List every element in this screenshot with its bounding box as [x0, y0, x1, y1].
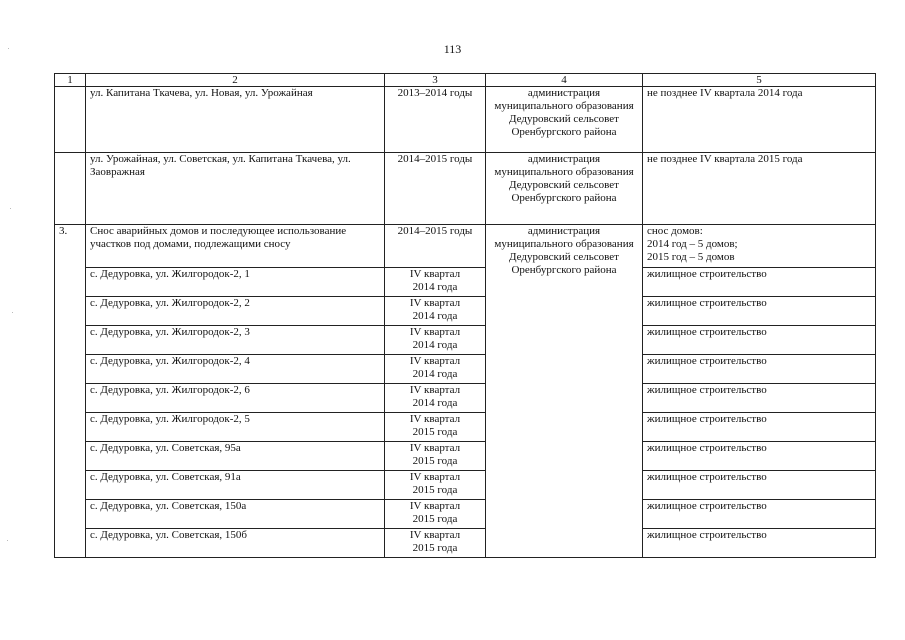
house-period [385, 500, 486, 529]
house-period [385, 442, 486, 471]
page-number: 113 [443, 42, 462, 56]
year: 2015 года [412, 484, 458, 496]
house-period [385, 326, 486, 355]
house-row [55, 384, 876, 413]
quarter: IV квартал [409, 268, 461, 280]
quarter: IV квартал [409, 413, 461, 425]
house-period [385, 471, 486, 500]
section-3-row [55, 225, 876, 268]
house-row [55, 413, 876, 442]
house-use: жилищное строительство [643, 384, 876, 413]
result-line: 2014 год – 5 домов; [647, 238, 738, 250]
address-cell: ул. Капитана Ткачева, ул. Новая, ул. Урожайная [86, 87, 385, 153]
year: 2014 года [412, 339, 458, 351]
quarter: IV квартал [409, 500, 461, 512]
house-period [385, 529, 486, 558]
house-use: жилищное строительство [643, 529, 876, 558]
house-use: жилищное строительство [643, 471, 876, 500]
house-address: с. Дедуровка, ул. Жилгородок-2, 2 [86, 297, 385, 326]
year: 2015 года [412, 455, 458, 467]
house-address: с. Дедуровка, ул. Жилгородок-2, 5 [86, 413, 385, 442]
scan-speck [7, 540, 8, 541]
house-row [55, 297, 876, 326]
section-number: 3. [55, 225, 86, 558]
executor-cell: администрация муниципального образования Дедуровский сельсовет Оренбургского района [486, 153, 643, 225]
result-line: снос домов: [647, 225, 703, 237]
period-cell: 2014–2015 годы [385, 153, 486, 225]
house-row [55, 500, 876, 529]
header-row [55, 74, 876, 87]
year: 2015 года [412, 542, 458, 554]
year: 2014 года [412, 397, 458, 409]
year: 2015 года [412, 426, 458, 438]
house-row [55, 529, 876, 558]
quarter: IV квартал [409, 442, 461, 454]
house-address: с. Дедуровка, ул. Жилгородок-2, 4 [86, 355, 385, 384]
house-address: с. Дедуровка, ул. Жилгородок-2, 3 [86, 326, 385, 355]
address-cell: ул. Урожайная, ул. Советская, ул. Капитана Ткачева, ул. Заовражная [86, 153, 385, 225]
house-row [55, 268, 876, 297]
house-address: с. Дедуровка, ул. Жилгородок-2, 1 [86, 268, 385, 297]
deadline-cell: не позднее IV квартала 2014 года [643, 87, 876, 153]
quarter: IV квартал [409, 529, 461, 541]
col-header-5: 5 [643, 74, 876, 87]
col-header-1: 1 [55, 74, 86, 87]
table-row [55, 153, 876, 225]
house-row [55, 471, 876, 500]
quarter: IV квартал [409, 297, 461, 309]
result-line: 2015 год – 5 домов [647, 251, 735, 263]
executor-cell: администрация муниципального образования Дедуровский сельсовет Оренбургского района [486, 87, 643, 153]
section-executor: администрация муниципального образования Дедуровский сельсовет Оренбургского района [486, 225, 643, 558]
section-result [643, 225, 876, 268]
col-header-3: 3 [385, 74, 486, 87]
num-cell [55, 153, 86, 225]
house-use: жилищное строительство [643, 413, 876, 442]
num-cell [55, 87, 86, 153]
section-title: Снос аварийных домов и последующее использование участков под домами, подлежащими сносу [86, 225, 385, 268]
house-period [385, 384, 486, 413]
house-address: с. Дедуровка, ул. Советская, 150б [86, 529, 385, 558]
house-period [385, 413, 486, 442]
col-header-4: 4 [486, 74, 643, 87]
plan-table [54, 73, 876, 558]
year: 2014 года [412, 281, 458, 293]
quarter: IV квартал [409, 384, 461, 396]
scan-speck [12, 312, 13, 313]
house-period [385, 355, 486, 384]
house-address: с. Дедуровка, ул. Советская, 95а [86, 442, 385, 471]
house-use: жилищное строительство [643, 500, 876, 529]
quarter: IV квартал [409, 471, 461, 483]
scan-speck [10, 208, 11, 209]
house-period [385, 297, 486, 326]
year: 2014 года [412, 310, 458, 322]
quarter: IV квартал [409, 355, 461, 367]
scan-speck [8, 48, 9, 49]
year: 2014 года [412, 368, 458, 380]
year: 2015 года [412, 513, 458, 525]
house-use: жилищное строительство [643, 297, 876, 326]
house-use: жилищное строительство [643, 268, 876, 297]
house-row [55, 355, 876, 384]
section-period: 2014–2015 годы [385, 225, 486, 268]
house-address: с. Дедуровка, ул. Советская, 150а [86, 500, 385, 529]
house-period [385, 268, 486, 297]
house-address: с. Дедуровка, ул. Жилгородок-2, 6 [86, 384, 385, 413]
house-use: жилищное строительство [643, 442, 876, 471]
table-row [55, 87, 876, 153]
quarter: IV квартал [409, 326, 461, 338]
house-row [55, 326, 876, 355]
house-row [55, 442, 876, 471]
house-address: с. Дедуровка, ул. Советская, 91а [86, 471, 385, 500]
col-header-2: 2 [86, 74, 385, 87]
period-cell: 2013–2014 годы [385, 87, 486, 153]
house-use: жилищное строительство [643, 355, 876, 384]
deadline-cell: не позднее IV квартала 2015 года [643, 153, 876, 225]
house-use: жилищное строительство [643, 326, 876, 355]
